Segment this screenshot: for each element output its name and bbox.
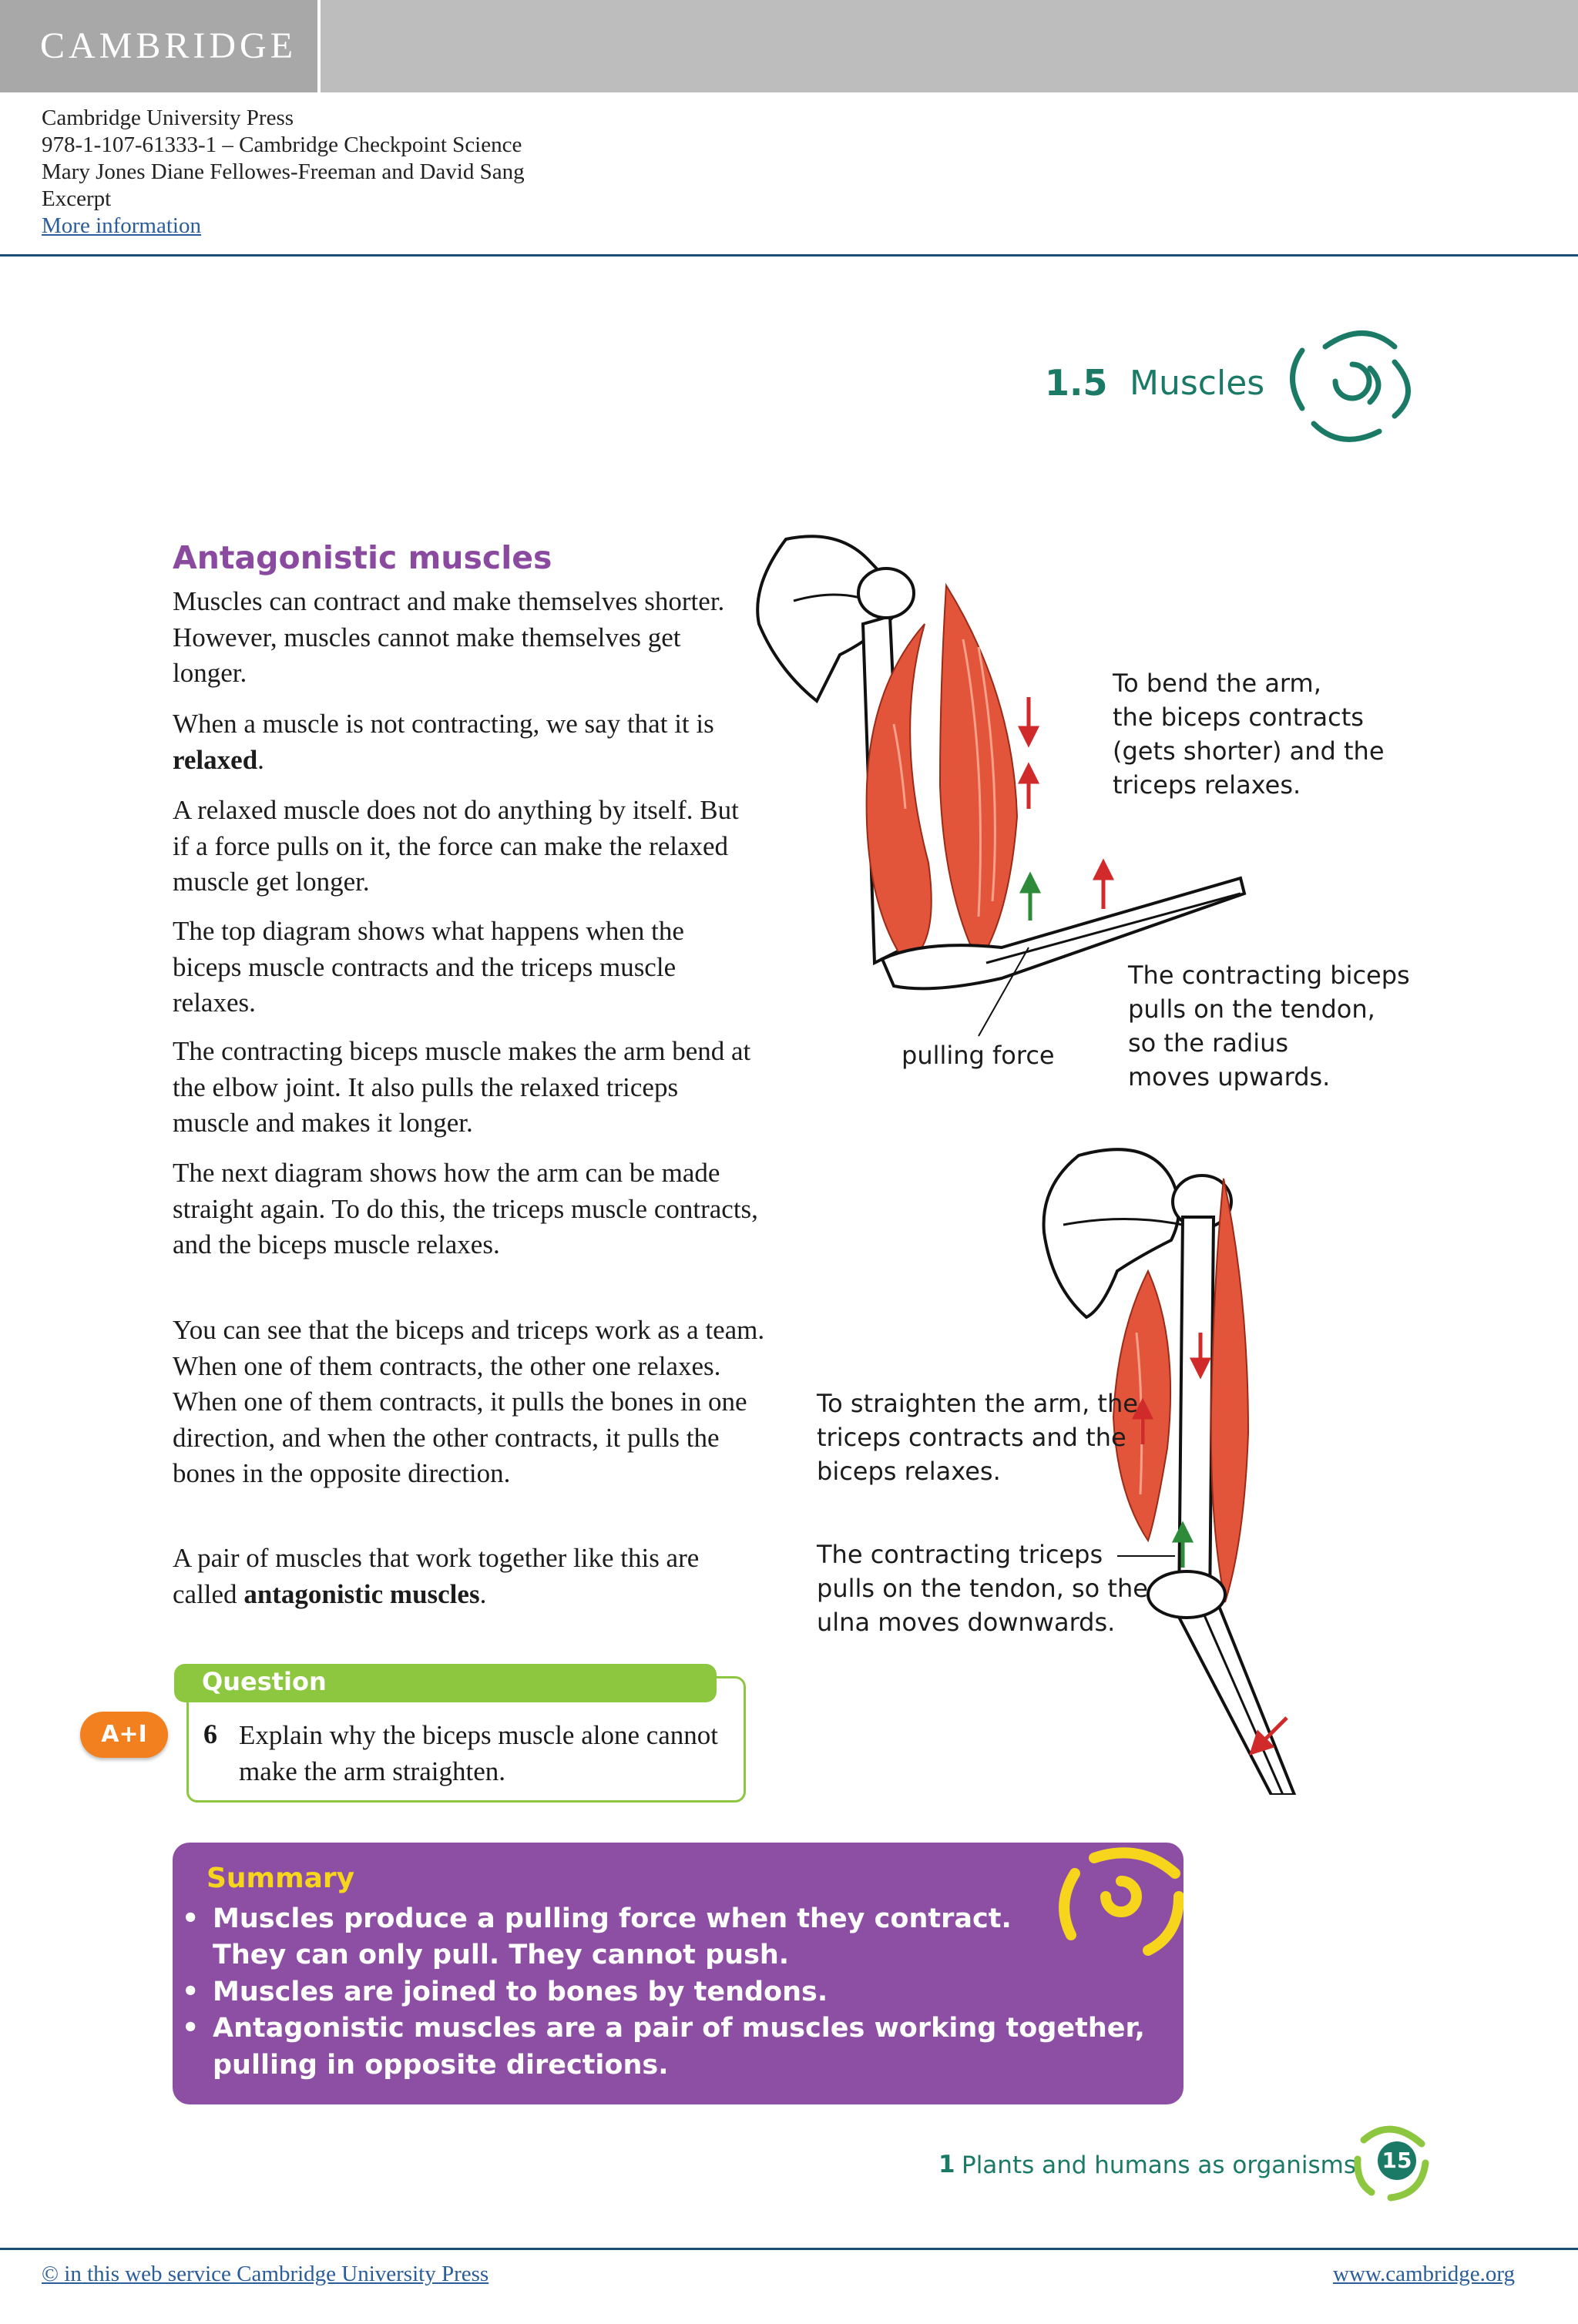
chapter-title: Plants and humans as organisms bbox=[962, 2151, 1357, 2179]
straighten-caption: To straighten the arm, the triceps contracts and the biceps relaxes. bbox=[817, 1389, 1138, 1486]
pulling-force-label: pulling force bbox=[901, 1041, 1055, 1070]
copyright-link[interactable]: © in this web service Cambridge University Press bbox=[42, 2262, 489, 2286]
summary-swirl-icon bbox=[1048, 1843, 1184, 1966]
paragraph-1: Muscles can contract and make themselves shorter. However, muscles cannot make themselves get longer. bbox=[173, 586, 725, 688]
footer-rule bbox=[0, 2248, 1578, 2250]
paragraph-8: A pair of muscles that work together like this are called antagonistic muscles. bbox=[173, 1543, 700, 1609]
meta-isbn: 978-1-107-61333-1 – Cambridge Checkpoint Science bbox=[42, 132, 522, 157]
ai-badge: A+I bbox=[80, 1712, 168, 1758]
paragraph-5: The contracting biceps muscle makes the arm bend at the elbow joint. It also pulls the relaxed triceps muscle and makes it longer. bbox=[173, 1036, 751, 1138]
summary-item-2: • Muscles are joined to bones by tendons. bbox=[182, 1977, 828, 2007]
cambridge-logo: CAMBRIDGE bbox=[0, 0, 317, 92]
header-divider bbox=[317, 0, 321, 92]
question-text: Explain why the biceps muscle alone cannot make the arm straighten. bbox=[239, 1720, 719, 1786]
meta-publisher: Cambridge University Press bbox=[42, 106, 294, 130]
summary-item-1-cont: They can only pull. They cannot push. bbox=[213, 1940, 790, 1970]
paragraph-6: The next diagram shows how the arm can be made straight again. To do this, the triceps muscle contracts, and the biceps muscle relaxes. bbox=[173, 1158, 758, 1259]
page-number: 15 bbox=[1378, 2141, 1416, 2180]
biceps-tendon-caption: The contracting biceps pulls on the tendon, so the radius moves upwards. bbox=[1128, 961, 1410, 1092]
paragraph-4: The top diagram shows what happens when the biceps muscle contracts and the triceps muscle relaxes. bbox=[173, 916, 684, 1018]
summary-item-3: • Antagonistic muscles are a pair of muscles working together, bbox=[182, 2013, 1145, 2044]
triceps-tendon-caption: The contracting triceps pulls on the tendon, so the ulna moves downwards. bbox=[817, 1540, 1148, 1637]
question-number: 6 bbox=[203, 1719, 217, 1749]
website-link[interactable]: www.cambridge.org bbox=[1333, 2262, 1515, 2286]
paragraph-3: A relaxed muscle does not do anything by itself. But if a force pulls on it, the force can make the relaxed muscle get longer. bbox=[173, 795, 739, 897]
summary-item-1: • Muscles produce a pulling force when they contract. bbox=[182, 1903, 1012, 1934]
summary-title: Summary bbox=[206, 1863, 355, 1894]
bend-caption: To bend the arm, the biceps contracts (gets shorter) and the triceps relaxes. bbox=[1113, 669, 1385, 800]
question-tab-label: Question bbox=[202, 1667, 327, 1696]
summary-item-3-cont: pulling in opposite directions. bbox=[213, 2050, 669, 2081]
header-rule bbox=[0, 254, 1578, 257]
swirl-icon bbox=[1279, 316, 1425, 447]
chapter-number: 1 bbox=[938, 2151, 955, 2178]
section-title: Muscles bbox=[1130, 364, 1265, 403]
section-heading: Antagonistic muscles bbox=[173, 539, 552, 576]
more-information-link[interactable]: More information bbox=[42, 213, 201, 238]
paragraph-7: You can see that the biceps and triceps work as a team. When one of them contracts, the other one relaxes. When one of them contracts, it pulls the bones in one direction, and when the other contracts, it pulls the bones in the opposite direction. bbox=[173, 1315, 765, 1488]
meta-excerpt: Excerpt bbox=[42, 186, 112, 211]
paragraph-2: When a muscle is not contracting, we say that it is relaxed. bbox=[173, 709, 714, 775]
meta-authors: Mary Jones Diane Fellowes-Freeman and David Sang bbox=[42, 159, 525, 184]
section-number: 1.5 bbox=[1045, 362, 1108, 404]
